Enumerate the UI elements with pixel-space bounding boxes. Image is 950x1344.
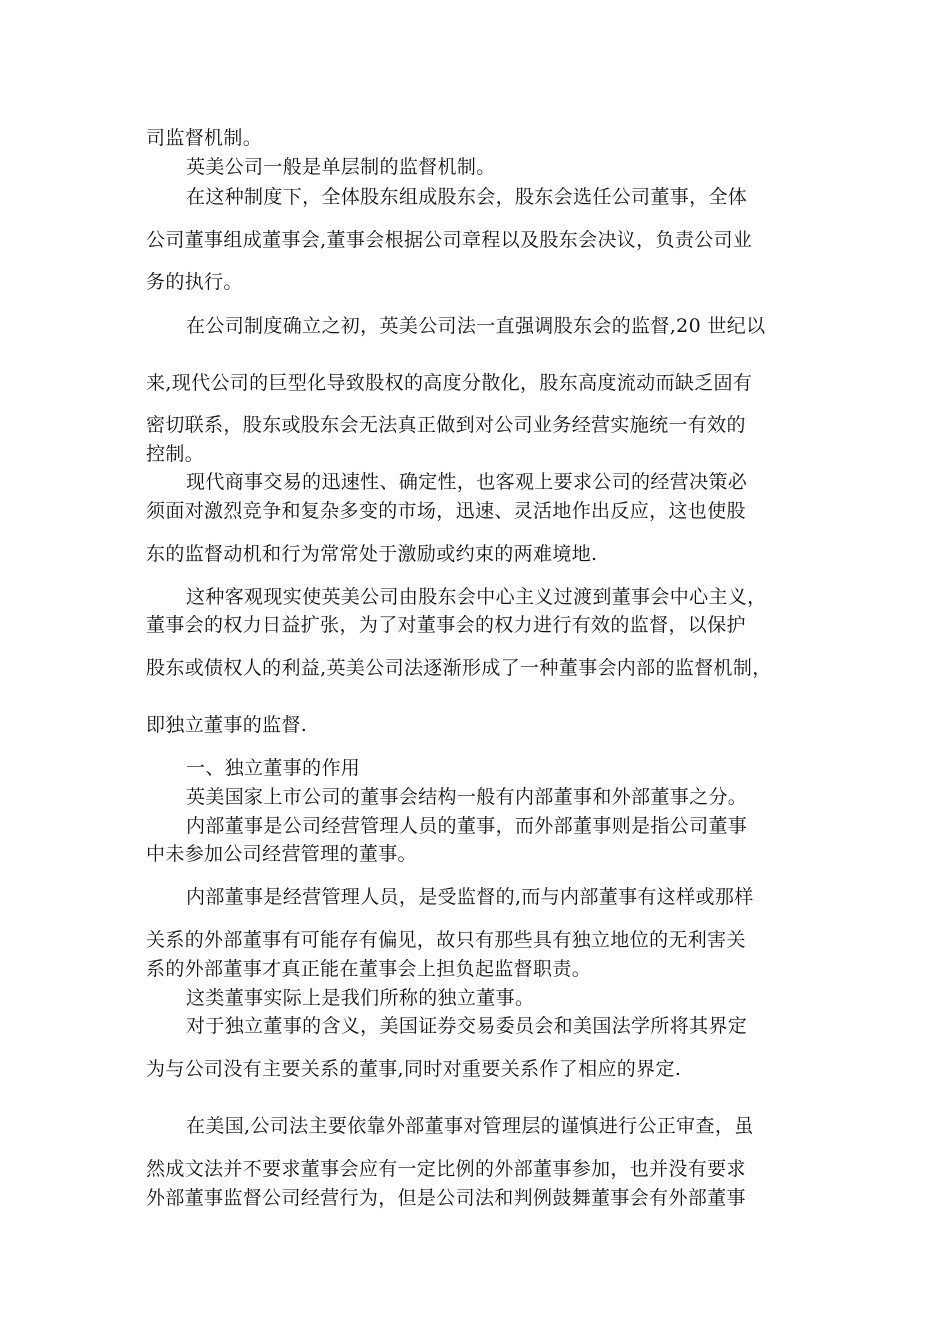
text-line: 公司董事组成董事会,董事会根据公司章程以及股东会决议，负责公司业 xyxy=(146,229,753,251)
text-line: 董事会的权力日益扩张，为了对董事会的权力进行有效的监督，以保护 xyxy=(146,614,746,636)
text-line: 务的执行。 xyxy=(146,271,243,293)
text-line: 英美国家上市公司的董事会结构一般有内部董事和外部董事之分。 xyxy=(186,786,748,808)
text-line: 为与公司没有主要关系的董事,同时对重要关系作了相应的界定. xyxy=(146,1058,682,1080)
text-line: 须面对激烈竞争和复杂多变的市场，迅速、灵活地作出反应，这也使股 xyxy=(146,500,746,522)
text-line: 内部董事是公司经营管理人员的董事，而外部董事则是指公司董事 xyxy=(186,815,748,837)
text-line: 内部董事是经营管理人员，是受监督的,而与内部董事有这样或那样 xyxy=(186,886,754,908)
text-line: 对于独立董事的含义，美国证券交易委员会和美国法学所将其界定 xyxy=(186,1015,748,1037)
text-line: 司监督机制。 xyxy=(146,127,263,149)
text-line: 外部董事监督公司经营行为，但是公司法和判例鼓舞董事会有外部董事 xyxy=(146,1187,746,1209)
text-line: 现代商事交易的迅速性、确定性，也客观上要求公司的经营决策必 xyxy=(186,471,748,493)
text-line: 在美国,公司法主要依靠外部董事对管理层的谨慎进行公正审查，虽 xyxy=(186,1115,754,1137)
text-line: 东的监督动机和行为常常处于激励或约束的两难境地. xyxy=(146,543,598,565)
text-line: 这种客观现实使英美公司由股东会中心主义过渡到董事会中心主义， xyxy=(186,586,767,608)
text-line: 中未参加公司经营管理的董事。 xyxy=(146,843,417,865)
text-line: 密切联系，股东或股东会无法真正做到对公司业务经营实施统一有效的 xyxy=(146,414,746,436)
text-line: 来,现代公司的巨型化导致股权的高度分散化，股东高度流动而缺乏固有 xyxy=(146,372,753,394)
text-line: 一、独立董事的作用 xyxy=(186,757,361,779)
text-line: 股东或债权人的利益,英美公司法逐渐形成了一种董事会内部的监督机制， xyxy=(146,657,772,679)
text-line: 即独立董事的监督. xyxy=(146,714,308,736)
text-line: 然成文法并不要求董事会应有一定比例的外部董事参加，也并没有要求 xyxy=(146,1158,746,1180)
text-line: 在公司制度确立之初，英美公司法一直强调股东会的监督,20 世纪以 xyxy=(186,315,766,337)
text-line: 关系的外部董事有可能存有偏见，故只有那些具有独立地位的无利害关 xyxy=(146,929,746,951)
text-line: 系的外部董事才真正能在董事会上担负起监督职责。 xyxy=(146,958,592,980)
text-line: 在这种制度下，全体股东组成股东会，股东会选任公司董事，全体 xyxy=(186,186,748,208)
text-line: 控制。 xyxy=(146,443,205,465)
text-line: 这类董事实际上是我们所称的独立董事。 xyxy=(186,987,535,1009)
text-line: 英美公司一般是单层制的监督机制。 xyxy=(186,156,496,178)
